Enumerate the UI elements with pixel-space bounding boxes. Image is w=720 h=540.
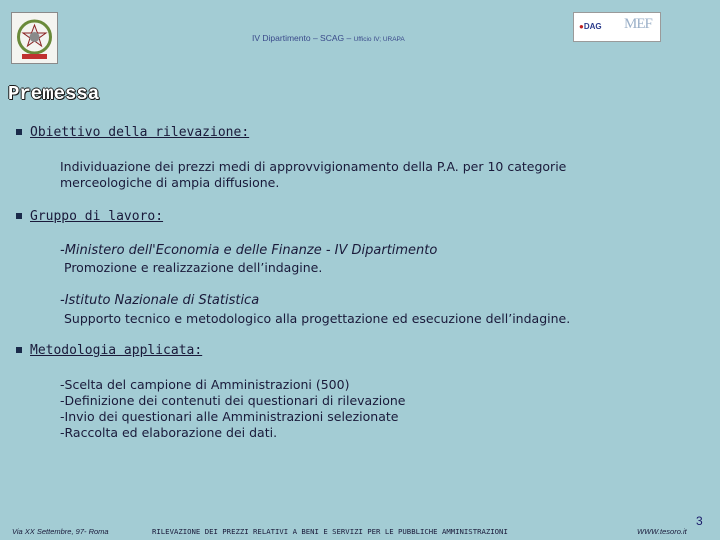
footer-website: WWW.tesoro.it [637, 527, 687, 536]
objective-text [60, 159, 566, 191]
objective-line: Individuazione dei prezzi medi di approvvigionamento della P.A. per 10 categorie [60, 159, 567, 174]
mef-logo: MEF [624, 16, 652, 32]
dag-mef-logos [573, 12, 661, 42]
section-workgroup-heading: Gruppo di lavoro: [15, 209, 163, 224]
workgroup-desc-istat: Supporto tecnico e metodologico alla progettazione ed esecuzione dell’indagine. [64, 311, 571, 326]
footer-title: RILEVAZIONE DEI PREZZI RELATIVI A BENI E SERVIZI PER LE PUBBLICHE AMMINISTRAZIONI [152, 527, 508, 536]
methodology-item: -Raccolta ed elaborazione dei dati. [60, 425, 278, 440]
section-methodology [15, 343, 202, 358]
section-workgroup [15, 209, 163, 224]
header-office-text: Ufficio IV; URAPA [353, 36, 405, 43]
methodology-item: -Definizione dei contenuti dei questionari di rilevazione [60, 393, 406, 408]
dag-logo: ●DAG [579, 22, 602, 31]
page-number: 3 [696, 514, 703, 528]
methodology-item: -Scelta del campione di Amministrazioni (500) [60, 377, 350, 392]
workgroup-desc-mef: Promozione e realizzazione dell’indagine. [64, 260, 323, 275]
square-bullet-icon [15, 212, 23, 220]
section-methodology-heading: Metodologia applicata: [15, 343, 202, 358]
header-department [252, 33, 405, 43]
section-objective-heading: Obiettivo della rilevazione: [15, 125, 249, 140]
footer-address: Via XX Settembre, 97- Roma [12, 527, 109, 536]
methodology-item: -Invio dei questionari alle Amministrazioni selezionate [60, 409, 399, 424]
workgroup-org-mef: -Ministero dell'Economia e delle Finanze - IV Dipartimento [60, 243, 438, 258]
republic-emblem-logo [11, 12, 58, 64]
section-objective [15, 125, 249, 140]
page-title: Premessa [8, 83, 100, 105]
objective-line: merceologiche di ampia diffusione. [60, 175, 280, 190]
square-bullet-icon [15, 346, 23, 354]
header-department-text: IV Dipartimento – SCAG – [252, 33, 354, 43]
methodology-list [60, 377, 406, 441]
square-bullet-icon [15, 128, 23, 136]
workgroup-org-istat: -Istituto Nazionale di Statistica [60, 293, 260, 308]
